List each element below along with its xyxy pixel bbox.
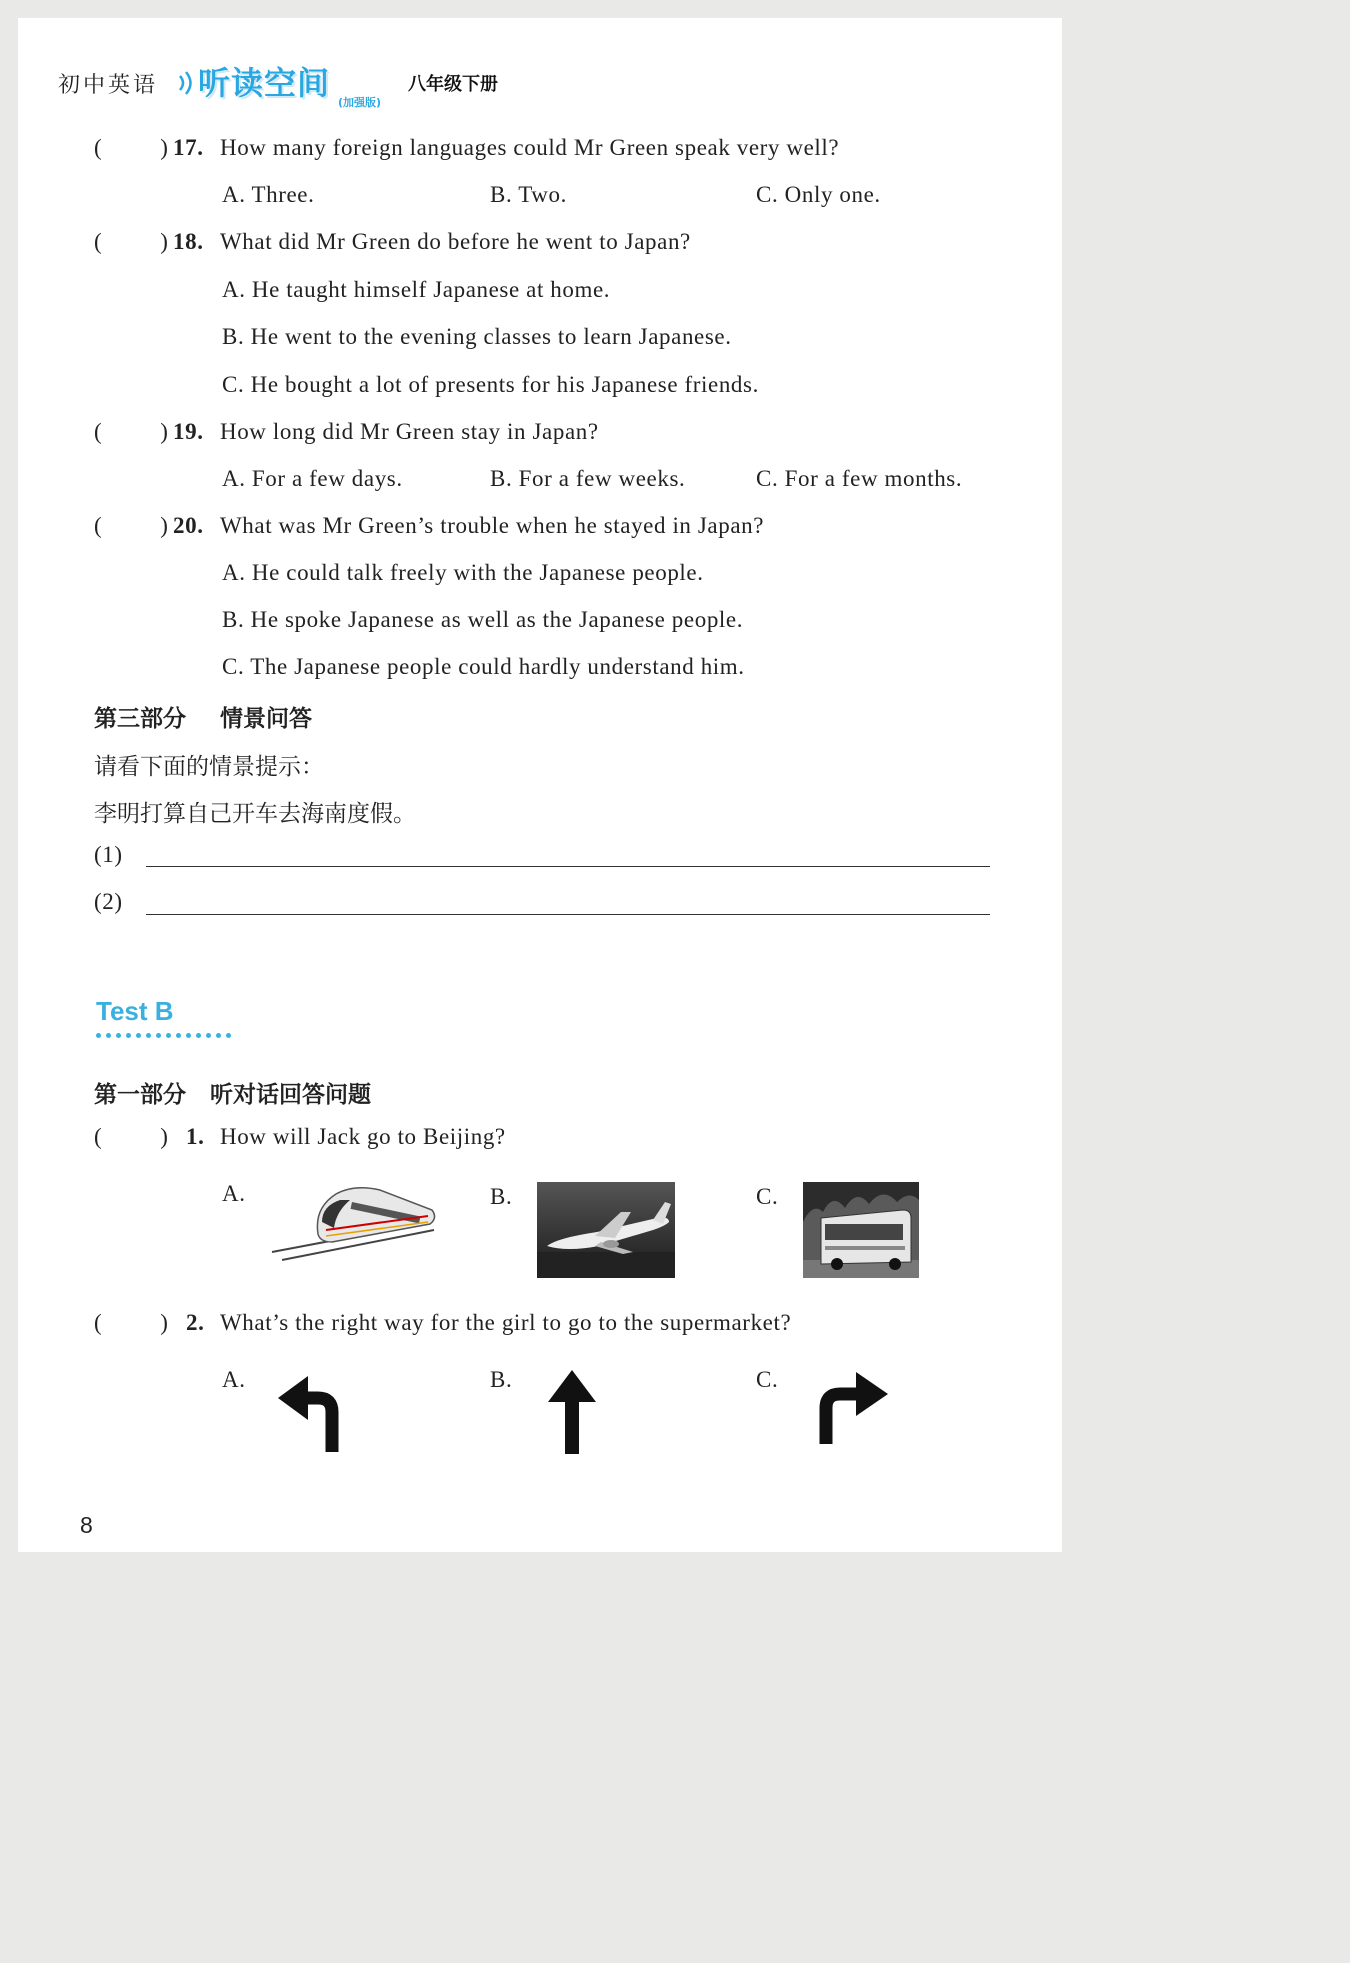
answer-bracket-b1[interactable]: ( ): [94, 1124, 169, 1149]
answer-label-1: (1): [94, 842, 123, 867]
option-a[interactable]: A. He could talk freely with the Japanese people.: [222, 560, 704, 585]
option-b[interactable]: B. He went to the evening classes to learn Japanese.: [222, 324, 732, 349]
option-c[interactable]: C. For a few months.: [756, 466, 963, 491]
section-heading-part3: 第三部分 情景问答: [94, 706, 312, 732]
question-number: 18.: [173, 229, 204, 254]
question-number: 17.: [173, 135, 204, 160]
page-number: 8: [80, 1512, 93, 1538]
instruction-text: 请看下面的情景提示：: [94, 754, 324, 780]
brand-sound-icon: [176, 68, 200, 98]
option-c[interactable]: C. He bought a lot of presents for his Japanese friends.: [222, 372, 759, 397]
option-a[interactable]: A. He taught himself Japanese at home.: [222, 277, 611, 302]
option-a[interactable]: A. Three.: [222, 182, 315, 207]
edition-label: (加强版): [338, 96, 382, 109]
brand-title: 听读空间: [198, 64, 331, 102]
option-b[interactable]: B. For a few weeks.: [490, 466, 686, 491]
option-a[interactable]: A. For a few days.: [222, 466, 403, 491]
question-number: 19.: [173, 419, 204, 444]
test-b-dotted-underline: [96, 1033, 231, 1038]
question-text: How many foreign languages could Mr Green speak very well?: [220, 135, 840, 160]
answer-bracket-18[interactable]: ( ): [94, 229, 169, 254]
straight-arrow-icon[interactable]: [544, 1368, 600, 1456]
question-text: What did Mr Green do before he went to Japan?: [220, 229, 691, 254]
section-heading-part1: 第一部分 听对话回答问题: [94, 1082, 371, 1108]
option-c-label: C.: [756, 1367, 779, 1392]
turn-left-arrow-icon[interactable]: [276, 1368, 356, 1454]
bus-image[interactable]: [803, 1182, 919, 1278]
grade-label: 八年级下册: [408, 74, 498, 95]
option-a-label: A.: [222, 1181, 246, 1206]
option-a-label: A.: [222, 1367, 246, 1392]
answer-bracket-20[interactable]: ( ): [94, 513, 169, 538]
answer-bracket-17[interactable]: ( ): [94, 135, 169, 160]
test-b-title: Test B: [96, 996, 174, 1026]
option-c-label: C.: [756, 1184, 779, 1209]
option-c[interactable]: C. The Japanese people could hardly understand him.: [222, 654, 745, 679]
answer-bracket-19[interactable]: ( ): [94, 419, 169, 444]
series-title: 初中英语: [58, 73, 159, 98]
answer-bracket-b2[interactable]: ( ): [94, 1310, 169, 1335]
scenario-text: 李明打算自己开车去海南度假。: [94, 801, 416, 827]
answer-line-1[interactable]: [146, 866, 990, 867]
question-number: 1.: [186, 1124, 205, 1149]
question-text: What was Mr Green’s trouble when he stayed in Japan?: [220, 513, 765, 538]
question-text: What’s the right way for the girl to go to the supermarket?: [220, 1310, 792, 1335]
airplane-image[interactable]: [537, 1182, 675, 1278]
option-b-label: B.: [490, 1184, 513, 1209]
question-text: How will Jack go to Beijing?: [220, 1124, 506, 1149]
option-b-label: B.: [490, 1367, 513, 1392]
workbook-page: [18, 18, 1062, 1552]
question-number: 2.: [186, 1310, 205, 1335]
question-text: How long did Mr Green stay in Japan?: [220, 419, 599, 444]
train-image[interactable]: [270, 1178, 440, 1262]
answer-line-2[interactable]: [146, 914, 990, 915]
turn-right-arrow-icon[interactable]: [814, 1368, 890, 1446]
option-b[interactable]: B. He spoke Japanese as well as the Japanese people.: [222, 607, 744, 632]
option-b[interactable]: B. Two.: [490, 182, 567, 207]
question-number: 20.: [173, 513, 204, 538]
option-c[interactable]: C. Only one.: [756, 182, 881, 207]
answer-label-2: (2): [94, 889, 123, 914]
